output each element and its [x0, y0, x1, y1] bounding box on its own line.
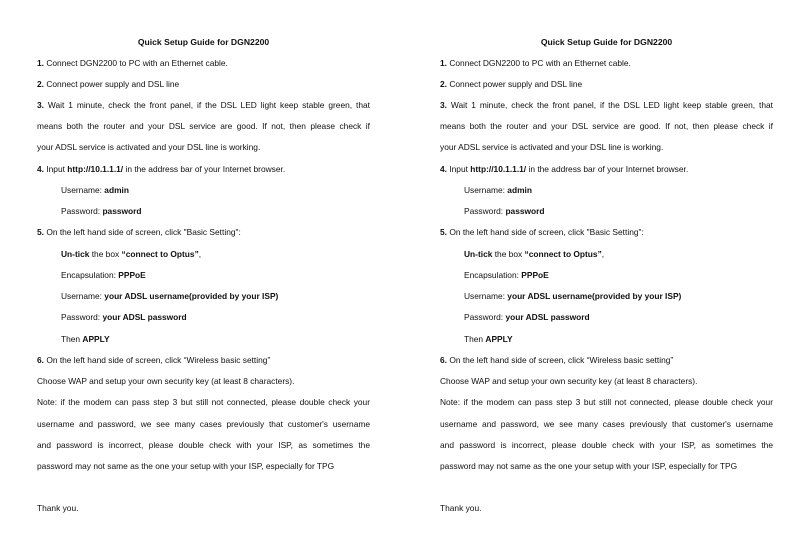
apply-instruction: Then APPLY [61, 334, 110, 344]
step-3-line-3: your ADSL service is activated and your DSL line is working. [440, 142, 664, 152]
step-5: 5. On the left hand side of screen, click "Basic Setting": [440, 227, 644, 237]
wap-instruction: Choose WAP and setup your own security key (at least 8 characters). [440, 376, 698, 386]
guide-copy-left [37, 0, 370, 552]
step-1: 1. Connect DGN2200 to PC with an Ethernet cable. [37, 58, 228, 68]
encapsulation: Encapsulation: PPPoE [61, 270, 146, 280]
step-2: 2. Connect power supply and DSL line [440, 79, 583, 89]
step-4: 4. Input http://10.1.1.1/ in the address bar of your Internet browser. [37, 164, 286, 174]
router-url: http://10.1.1.1/ [67, 164, 124, 174]
untick-instruction: Un-tick the box “connect to Optus”, [61, 249, 202, 259]
login-username: Username: admin [61, 185, 129, 195]
guide-title: Quick Setup Guide for DGN2200 [540, 37, 673, 47]
note-line-4: password may not same as the one your setup with your ISP, especially for TPG [37, 461, 335, 471]
step-3-line-1: 3. Wait 1 minute, check the front panel, if the DSL LED light keep stable green, that [37, 100, 370, 110]
note-line-2: username and password, we see many cases previously that customer's username [37, 419, 370, 429]
adsl-username: Username: your ADSL username(provided by your ISP) [464, 291, 682, 301]
step-1: 1. Connect DGN2200 to PC with an Ethernet cable. [440, 58, 631, 68]
note-line-4: password may not same as the one your setup with your ISP, especially for TPG [440, 461, 738, 471]
encapsulation: Encapsulation: PPPoE [464, 270, 549, 280]
step-3-line-2: means both the router and your DSL service are good. If not, then please check if [37, 121, 370, 131]
adsl-password: Password: your ADSL password [464, 312, 590, 322]
apply-instruction: Then APPLY [464, 334, 513, 344]
thanks: Thank you. [37, 503, 79, 513]
login-password: Password: password [464, 206, 545, 216]
step-6: 6. On the left hand side of screen, click “Wireless basic setting” [37, 355, 271, 365]
login-password: Password: password [61, 206, 142, 216]
note-line-3: and password is incorrect, please double check with your ISP, as sometimes the [37, 440, 370, 450]
step-3-line-3: your ADSL service is activated and your DSL line is working. [37, 142, 261, 152]
step-3-line-2: means both the router and your DSL service are good. If not, then please check if [440, 121, 773, 131]
step-6: 6. On the left hand side of screen, click “Wireless basic setting” [440, 355, 674, 365]
note-line-1: Note: if the modem can pass step 3 but still not connected, please double check your [37, 397, 370, 407]
login-username: Username: admin [464, 185, 532, 195]
step-3-line-1: 3. Wait 1 minute, check the front panel, if the DSL LED light keep stable green, that [440, 100, 773, 110]
step-4: 4. Input http://10.1.1.1/ in the address bar of your Internet browser. [440, 164, 689, 174]
guide-copy-right [440, 0, 773, 552]
thanks: Thank you. [440, 503, 482, 513]
step-2: 2. Connect power supply and DSL line [37, 79, 180, 89]
wap-instruction: Choose WAP and setup your own security key (at least 8 characters). [37, 376, 295, 386]
adsl-username: Username: your ADSL username(provided by your ISP) [61, 291, 279, 301]
note-line-3: and password is incorrect, please double check with your ISP, as sometimes the [440, 440, 773, 450]
router-url: http://10.1.1.1/ [470, 164, 527, 174]
adsl-password: Password: your ADSL password [61, 312, 187, 322]
untick-instruction: Un-tick the box “connect to Optus”, [464, 249, 605, 259]
note-line-2: username and password, we see many cases previously that customer's username [440, 419, 773, 429]
note-line-1: Note: if the modem can pass step 3 but still not connected, please double check your [440, 397, 773, 407]
step-5: 5. On the left hand side of screen, click "Basic Setting": [37, 227, 241, 237]
guide-title: Quick Setup Guide for DGN2200 [137, 37, 270, 47]
